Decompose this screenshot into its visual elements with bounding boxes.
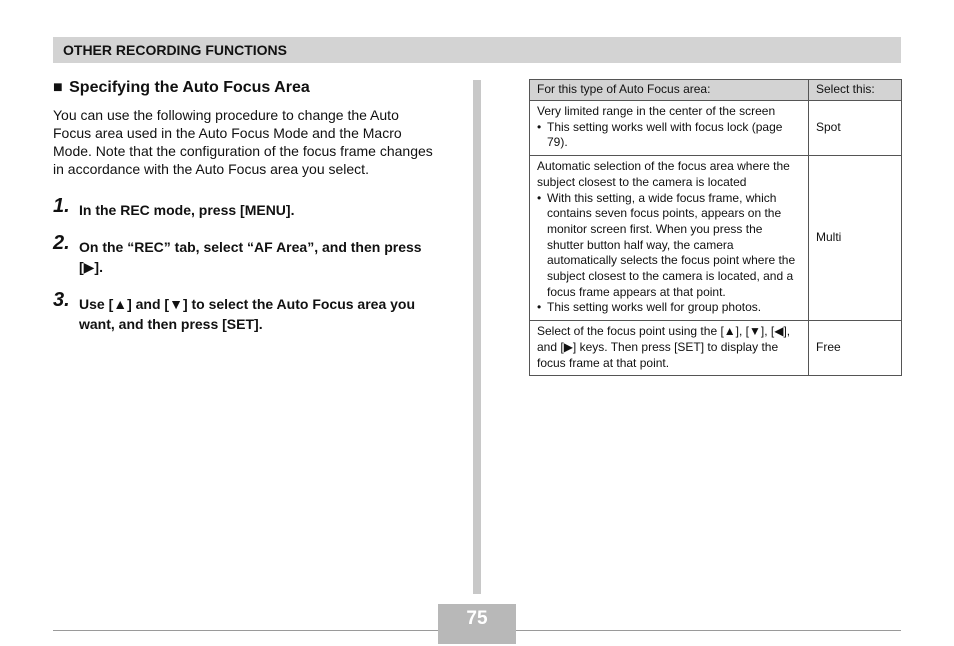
bullet-item <box>537 300 801 316</box>
table-row <box>530 321 902 376</box>
intro-paragraph: You can use the following procedure to change the Auto Focus area used in the Auto Focus Mode and the Macro Mode. Note that the configuration of the focus frame changes in accordance with the Auto Focus area you select. <box>53 107 433 177</box>
bullet-text: This setting works well with focus lock (page 79). <box>547 119 783 150</box>
table-cell-description <box>530 101 809 156</box>
left-column <box>53 78 453 351</box>
table-cell-description <box>530 321 809 376</box>
bullet-text: With this setting, a wide focus frame, which contains seven focus points, appears on the monitor screen first. When you press the shutter button half way, the camera automatically selects the focus point where the subject closest to the camera is located, and a focus frame appears at that point. <box>547 190 796 299</box>
description-text: Very limited range in the center of the screen <box>537 104 776 118</box>
table-row <box>530 156 902 321</box>
table-cell-select: Multi <box>809 156 902 321</box>
square-bullet-icon: ■ <box>53 79 63 96</box>
bullet-text: This setting works well for group photos. <box>547 300 762 315</box>
section-title-text: Specifying the Auto Focus Area <box>69 79 310 96</box>
step-text: Use [▲] and [▼] to select the Auto Focus area you want, and then press [SET]. <box>79 296 416 332</box>
description-text: Select of the focus point using the [▲], [▼], [◀], and [▶] keys. Then press [SET] to display the focus frame at that point. <box>537 324 791 370</box>
step-number: 3. <box>53 289 70 311</box>
bullet-icon: • <box>537 119 542 134</box>
table-header-cell: For this type of Auto Focus area: <box>530 80 809 101</box>
step-item <box>53 232 453 277</box>
step-item <box>53 195 453 220</box>
table-cell-description <box>530 156 809 321</box>
table-header-cell: Select this: <box>809 80 902 101</box>
column-divider <box>473 80 481 594</box>
step-number: 1. <box>53 195 70 217</box>
description-text: Automatic selection of the focus area where the subject closest to the camera is located <box>537 159 790 189</box>
bullet-item <box>537 120 801 151</box>
table-cell-select: Spot <box>809 101 902 156</box>
section-header-bar <box>53 37 901 63</box>
table-header-row <box>530 80 902 101</box>
step-item <box>53 289 453 334</box>
step-text: In the REC mode, press [MENU]. <box>79 202 295 218</box>
table-cell-select: Free <box>809 321 902 376</box>
af-area-table <box>529 79 902 376</box>
bullet-icon: • <box>537 300 542 315</box>
step-number: 2. <box>53 232 70 254</box>
table-row <box>530 101 902 156</box>
steps-list <box>53 195 453 334</box>
page-number: 75 <box>438 604 516 644</box>
bullet-icon: • <box>537 190 542 205</box>
bullet-item <box>537 191 801 301</box>
section-title <box>53 78 453 98</box>
step-text: On the “REC” tab, select “AF Area”, and then press [▶]. <box>79 239 422 275</box>
header-title: OTHER RECORDING FUNCTIONS <box>63 42 287 58</box>
